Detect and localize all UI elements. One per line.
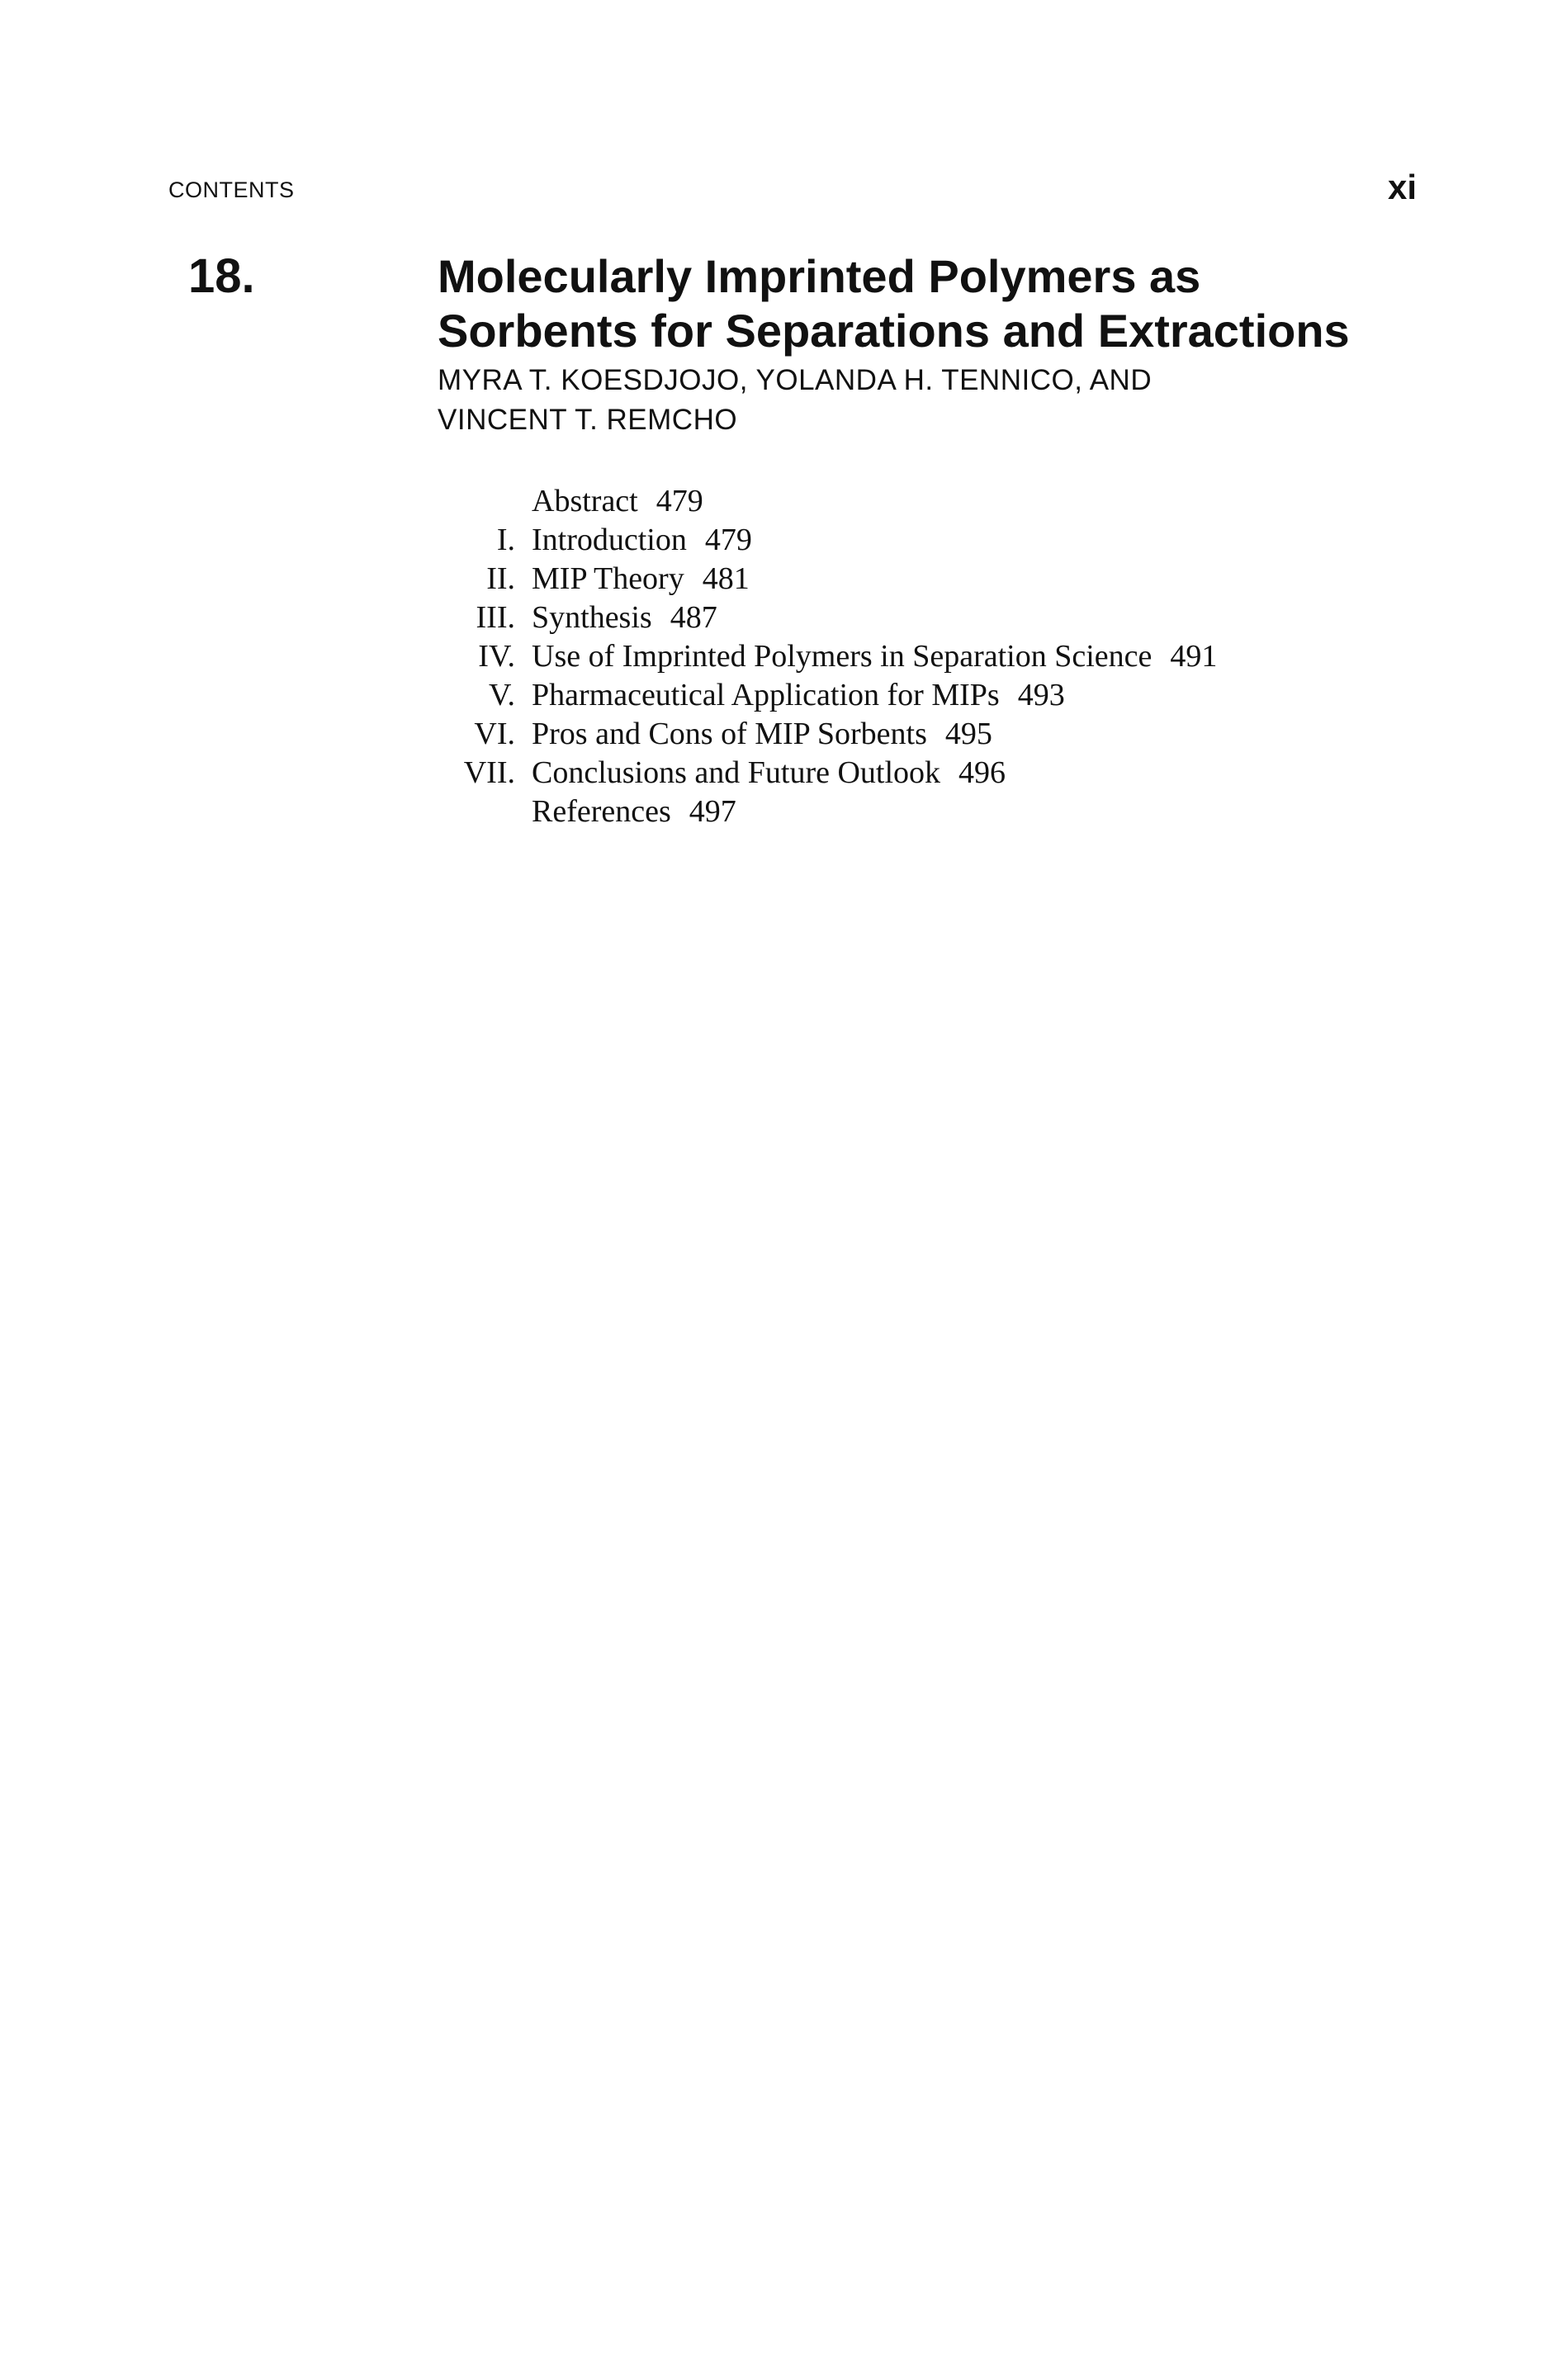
section-title: References bbox=[532, 794, 671, 829]
section-number: II. bbox=[486, 561, 515, 596]
section-number: IV. bbox=[478, 639, 515, 674]
section-page: 479 bbox=[656, 484, 703, 518]
section-page: 495 bbox=[944, 717, 992, 751]
chapter-title-line: Sorbents for Separations and Extractions bbox=[438, 305, 1350, 357]
section-entry bbox=[446, 715, 1217, 754]
section-title: Conclusions and Future Outlook bbox=[532, 755, 941, 790]
section-entry bbox=[446, 793, 1217, 831]
authors-line: VINCENT T. REMCHO bbox=[438, 404, 738, 436]
section-title: Pros and Cons of MIP Sorbents bbox=[532, 717, 927, 751]
section-number: VI. bbox=[474, 717, 515, 751]
section-number: V. bbox=[488, 678, 515, 712]
chapter-title bbox=[438, 249, 1428, 358]
section-number: I. bbox=[496, 523, 515, 557]
authors-line: MYRA T. KOESDJOJO, YOLANDA H. TENNICO, AND bbox=[438, 364, 1153, 396]
section-page: 481 bbox=[702, 561, 750, 596]
section-entry bbox=[446, 599, 1217, 637]
section-title: Synthesis bbox=[532, 600, 652, 635]
section-page: 487 bbox=[670, 600, 717, 635]
section-title: Pharmaceutical Application for MIPs bbox=[532, 678, 1000, 712]
section-page: 491 bbox=[1170, 639, 1218, 674]
section-title: MIP Theory bbox=[532, 561, 684, 596]
chapter-number: 18. bbox=[188, 249, 255, 303]
section-list bbox=[446, 482, 1217, 831]
running-head: CONTENTS bbox=[168, 177, 295, 202]
section-number: III. bbox=[476, 600, 515, 635]
chapter-title-line: Molecularly Imprinted Polymers as bbox=[438, 250, 1201, 302]
section-entry bbox=[446, 560, 1217, 599]
section-page: 497 bbox=[689, 794, 736, 829]
section-entry bbox=[446, 637, 1217, 676]
section-title: Abstract bbox=[532, 484, 638, 518]
section-title: Introduction bbox=[532, 523, 687, 557]
section-page: 493 bbox=[1017, 678, 1065, 712]
section-title: Use of Imprinted Polymers in Separation Science bbox=[532, 639, 1153, 674]
page-number: xi bbox=[1387, 168, 1417, 206]
section-number: VII. bbox=[463, 755, 515, 790]
section-entry bbox=[446, 754, 1217, 793]
section-entry bbox=[446, 676, 1217, 715]
section-number bbox=[446, 482, 532, 521]
section-page: 496 bbox=[958, 755, 1006, 790]
section-entry bbox=[446, 482, 1217, 521]
section-entry bbox=[446, 521, 1217, 560]
chapter-authors bbox=[438, 361, 1152, 440]
section-page: 479 bbox=[704, 523, 752, 557]
section-number bbox=[446, 793, 532, 831]
